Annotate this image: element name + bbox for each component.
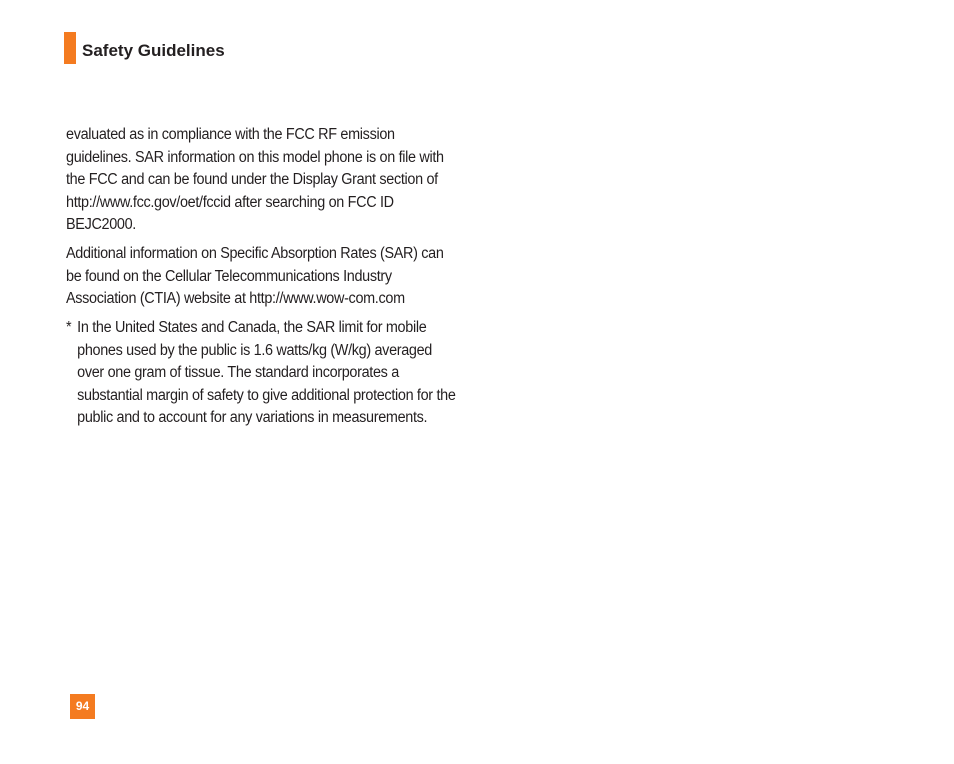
section-accent-bar	[64, 32, 76, 64]
paragraph: Additional information on Specific Absorption Rates (SAR) can be found on the Cellular Telecommunications Industry Association (CTIA) website at http://www.wow-com.com	[66, 245, 444, 307]
page-title: Safety Guidelines	[82, 41, 225, 60]
body-text	[66, 124, 457, 430]
page-number: 94	[70, 694, 95, 719]
paragraph: evaluated as in compliance with the FCC RF emission guidelines. SAR information on this model phone is on file with the FCC and can be found under the Display Grant section of http://www.fcc.gov/oet/fccid after searching on FCC ID BEJC2000.	[66, 126, 444, 233]
footnote-text: In the United States and Canada, the SAR limit for mobile phones used by the public is 1.6 watts/kg (W/kg) averaged over one gram of tissue. The standard incorporates a substantial margin of safety to give additional protection for the public and to account for any variations in measurements.	[77, 319, 456, 426]
footnote-mark: *	[66, 319, 72, 336]
footnote	[66, 317, 457, 430]
